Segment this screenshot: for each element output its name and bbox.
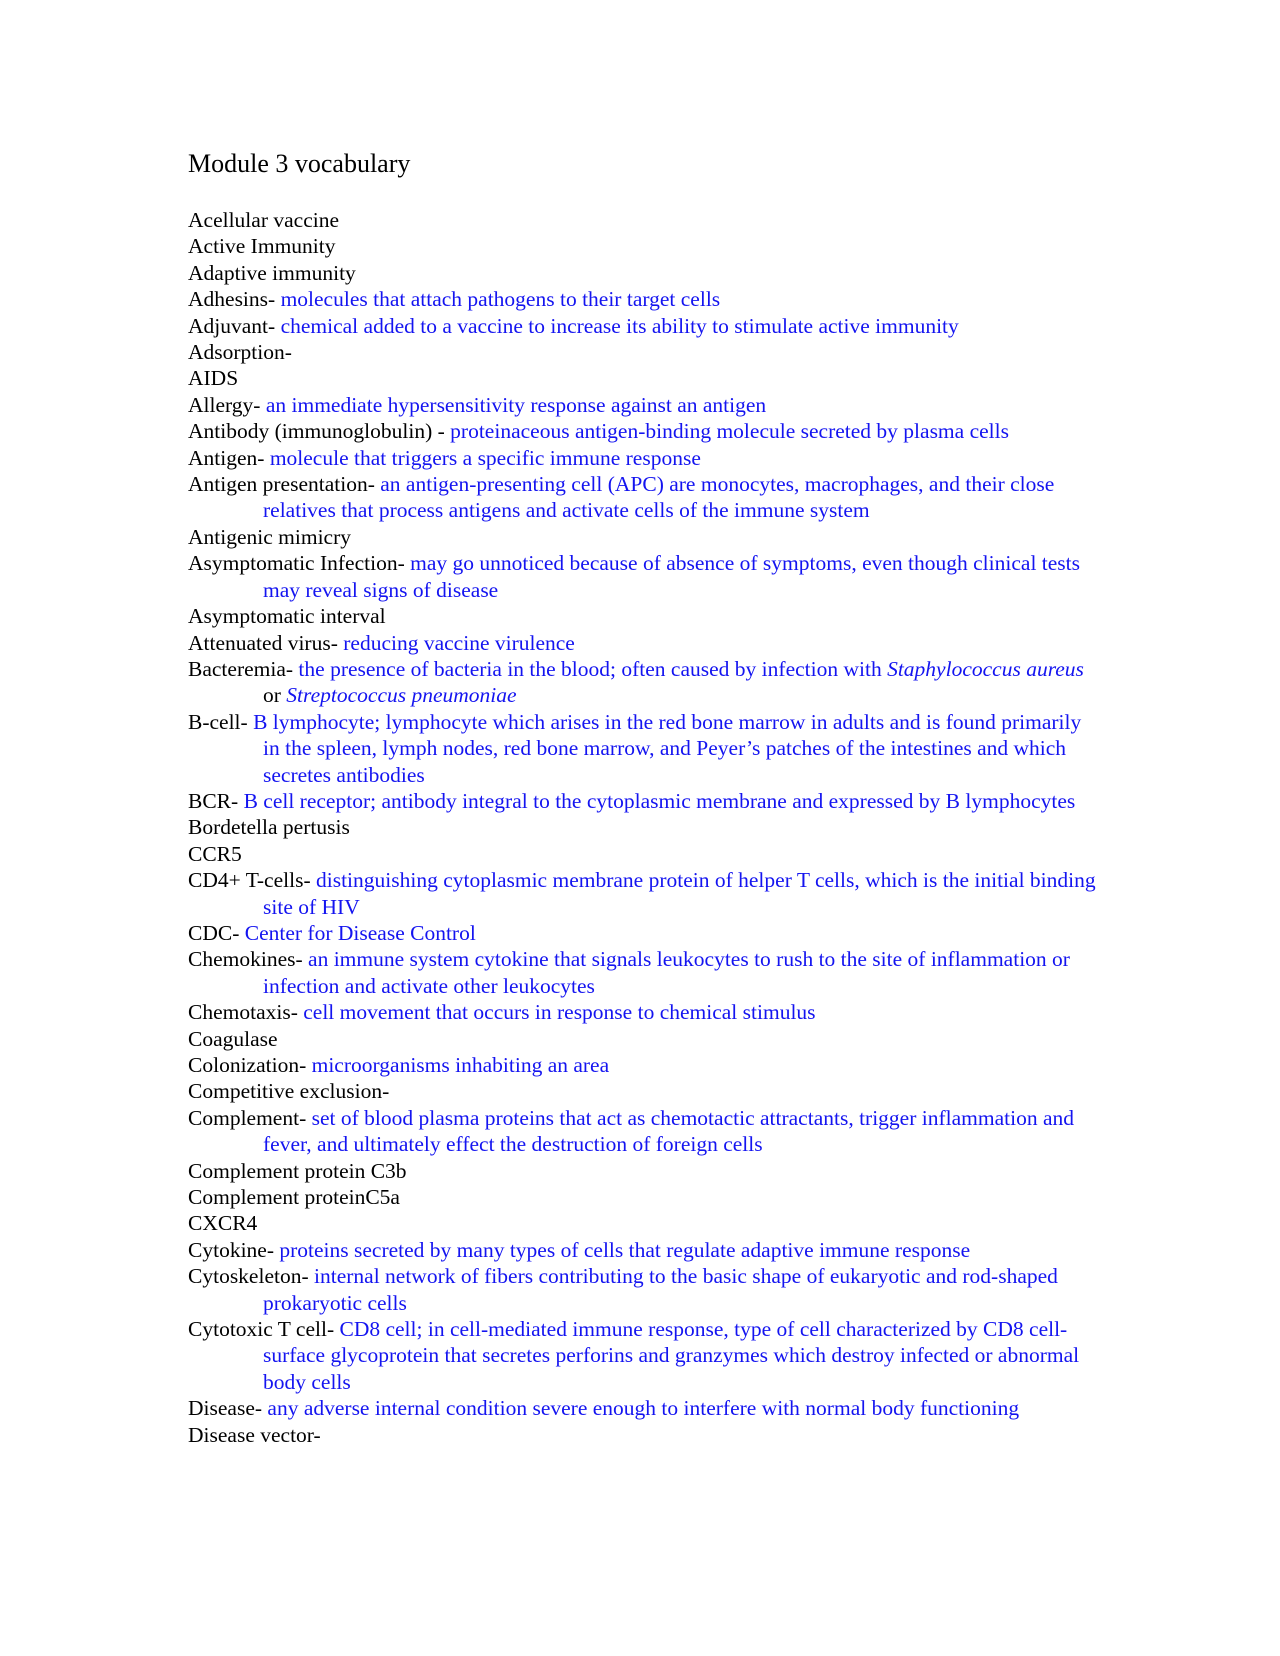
vocab-entry	[188, 1316, 1100, 1395]
vocab-term: Bordetella pertusis	[188, 815, 350, 840]
vocab-term: Bacteremia-	[188, 656, 299, 681]
vocab-definition: proteins secreted by many types of cells that regulate adaptive immune response	[279, 1237, 971, 1262]
vocab-term: CDC-	[188, 920, 245, 945]
vocab-entry	[188, 1158, 1100, 1184]
vocab-entry	[188, 1026, 1100, 1052]
vocab-entry	[188, 1395, 1100, 1421]
vocab-term: Adjuvant-	[188, 313, 281, 338]
vocab-term: Adhesins-	[188, 287, 281, 312]
vocab-term: Chemotaxis-	[188, 1000, 304, 1025]
vocab-entry	[188, 630, 1100, 656]
vocab-term: Complement proteinC5a	[188, 1185, 400, 1210]
vocab-definition: an antigen-presenting cell (APC) are monocytes, macrophages, and their close relatives that process antigens and activate cells of the immune system	[263, 472, 1055, 523]
vocab-entry	[188, 233, 1100, 259]
vocab-entry	[188, 550, 1100, 603]
vocab-term: Active Immunity	[188, 234, 336, 259]
vocab-term: Coagulase	[188, 1026, 278, 1051]
vocab-term: Allergy-	[188, 392, 266, 417]
vocab-term: Adaptive immunity	[188, 260, 356, 285]
vocab-term: Competitive exclusion-	[188, 1079, 390, 1104]
vocab-entry	[188, 1210, 1100, 1236]
vocab-entry	[188, 392, 1100, 418]
vocab-entry	[188, 260, 1100, 286]
vocab-entry	[188, 867, 1100, 920]
vocab-term: Antibody (immunoglobulin) -	[188, 419, 451, 444]
vocab-entry	[188, 1184, 1100, 1210]
vocab-term: AIDS	[188, 366, 239, 391]
vocab-term: Colonization-	[188, 1053, 312, 1077]
vocab-entry	[188, 339, 1100, 365]
vocab-term: Complement protein C3b	[188, 1158, 407, 1183]
definition-text: the presence of bacteria in the blood; often caused by infection with	[298, 656, 888, 681]
vocab-definition: set of blood plasma proteins that act as chemotactic attractants, trigger inflammation and fever, and ultimately effect the destruction of foreign cells	[263, 1105, 1075, 1157]
vocab-entry	[188, 207, 1100, 233]
vocab-entry	[188, 999, 1100, 1025]
vocab-term: CXCR4	[188, 1211, 258, 1236]
vocab-entry	[188, 656, 1100, 709]
vocab-entry	[188, 524, 1100, 550]
connector-text: or	[263, 683, 287, 708]
vocab-term: Antigen-	[188, 445, 270, 470]
vocab-entry	[188, 1078, 1100, 1104]
organism-name: Streptococcus pneumoniae	[286, 683, 517, 708]
vocab-definition: distinguishing cytoplasmic membrane protein of helper T cells, which is the initial binding site of HIV	[263, 868, 1096, 919]
vocab-term: CCR5	[188, 841, 242, 866]
vocab-term: CD4+ T-cells-	[188, 868, 316, 893]
vocab-term: Asymptomatic Infection-	[188, 551, 411, 576]
vocab-entry	[188, 286, 1100, 312]
vocab-term: Cytotoxic T cell-	[188, 1317, 340, 1342]
vocab-term: Attenuated virus-	[188, 630, 344, 655]
vocab-definition: internal network of fibers contributing to the basic shape of eukaryotic and rod-shaped prokaryotic cells	[263, 1264, 1058, 1315]
vocab-entry	[188, 814, 1100, 840]
vocab-entry	[188, 1263, 1100, 1316]
vocab-term: Disease-	[188, 1396, 268, 1421]
vocab-entry	[188, 365, 1100, 391]
vocab-definition: B cell receptor; antibody integral to the cytoplasmic membrane and expressed by B lymphocytes	[243, 788, 1076, 813]
vocab-definition: may go unnoticed because of absence of symptoms, even though clinical tests may reveal signs of disease	[263, 551, 1081, 602]
vocab-entry	[188, 445, 1100, 471]
vocab-entry	[188, 841, 1100, 867]
vocab-entry	[188, 946, 1100, 999]
vocab-term: Cytoskeleton-	[188, 1264, 314, 1289]
vocab-entry	[188, 1422, 1100, 1448]
vocab-definition	[263, 657, 1084, 707]
vocab-term: Asymptomatic interval	[188, 604, 386, 629]
vocab-entry	[188, 313, 1100, 339]
vocab-term: Acellular vaccine	[188, 208, 340, 232]
vocab-term: Complement-	[188, 1105, 312, 1130]
vocab-definition: proteinaceous antigen-binding molecule secreted by plasma cells	[450, 419, 1009, 444]
vocab-entry	[188, 920, 1100, 946]
vocab-definition: an immediate hypersensitivity response against an antigen	[265, 392, 767, 417]
vocab-term: B-cell-	[188, 709, 254, 734]
vocab-term: Adsorption-	[188, 340, 292, 365]
vocab-entry	[188, 1105, 1100, 1158]
vocab-entry	[188, 709, 1100, 788]
vocab-definition: any adverse internal condition severe enough to interfere with normal body functioning	[267, 1396, 1020, 1421]
vocab-definition: microorganisms inhabiting an area	[311, 1053, 610, 1077]
vocab-definition: reducing vaccine virulence	[343, 630, 575, 655]
vocab-definition: molecules that attach pathogens to their target cells	[280, 287, 721, 312]
vocab-term: Antigenic mimicry	[188, 524, 352, 549]
vocab-definition: chemical added to a vaccine to increase its ability to stimulate active immunity	[280, 313, 959, 338]
document-page	[188, 149, 1100, 1448]
vocab-definition: molecule that triggers a specific immune response	[269, 445, 701, 470]
vocab-definition: Center for Disease Control	[244, 920, 476, 945]
vocab-term: Antigen presentation-	[188, 472, 381, 497]
vocab-definition: CD8 cell; in cell-mediated immune response, type of cell characterized by CD8 cell-surface glycoprotein that secretes perforins and granzymes which destroy infected or abnormal body cells	[263, 1317, 1080, 1394]
vocab-entry	[188, 1237, 1100, 1263]
vocab-definition: cell movement that occurs in response to chemical stimulus	[303, 1000, 816, 1025]
vocab-definition: an immune system cytokine that signals leukocytes to rush to the site of inflammation or infection and activate other leukocytes	[263, 947, 1070, 998]
vocab-entry	[188, 471, 1100, 524]
vocab-entry	[188, 603, 1100, 629]
vocab-entry	[188, 788, 1100, 814]
vocab-term: Disease vector-	[188, 1422, 321, 1447]
vocab-entry	[188, 1052, 1100, 1078]
vocab-entry	[188, 418, 1100, 444]
vocab-definition: B lymphocyte; lymphocyte which arises in the red bone marrow in adults and is found primarily in the spleen, lymph nodes, red bone marrow, and Peyer’s patches of the intestines and which secretes antibodies	[253, 709, 1082, 787]
vocab-term: Chemokines-	[188, 947, 309, 972]
page-title: Module 3 vocabulary	[188, 149, 411, 178]
vocab-term: BCR-	[188, 788, 244, 813]
organism-name: Staphylococcus aureus	[887, 656, 1084, 681]
vocab-term: Cytokine-	[188, 1237, 280, 1262]
